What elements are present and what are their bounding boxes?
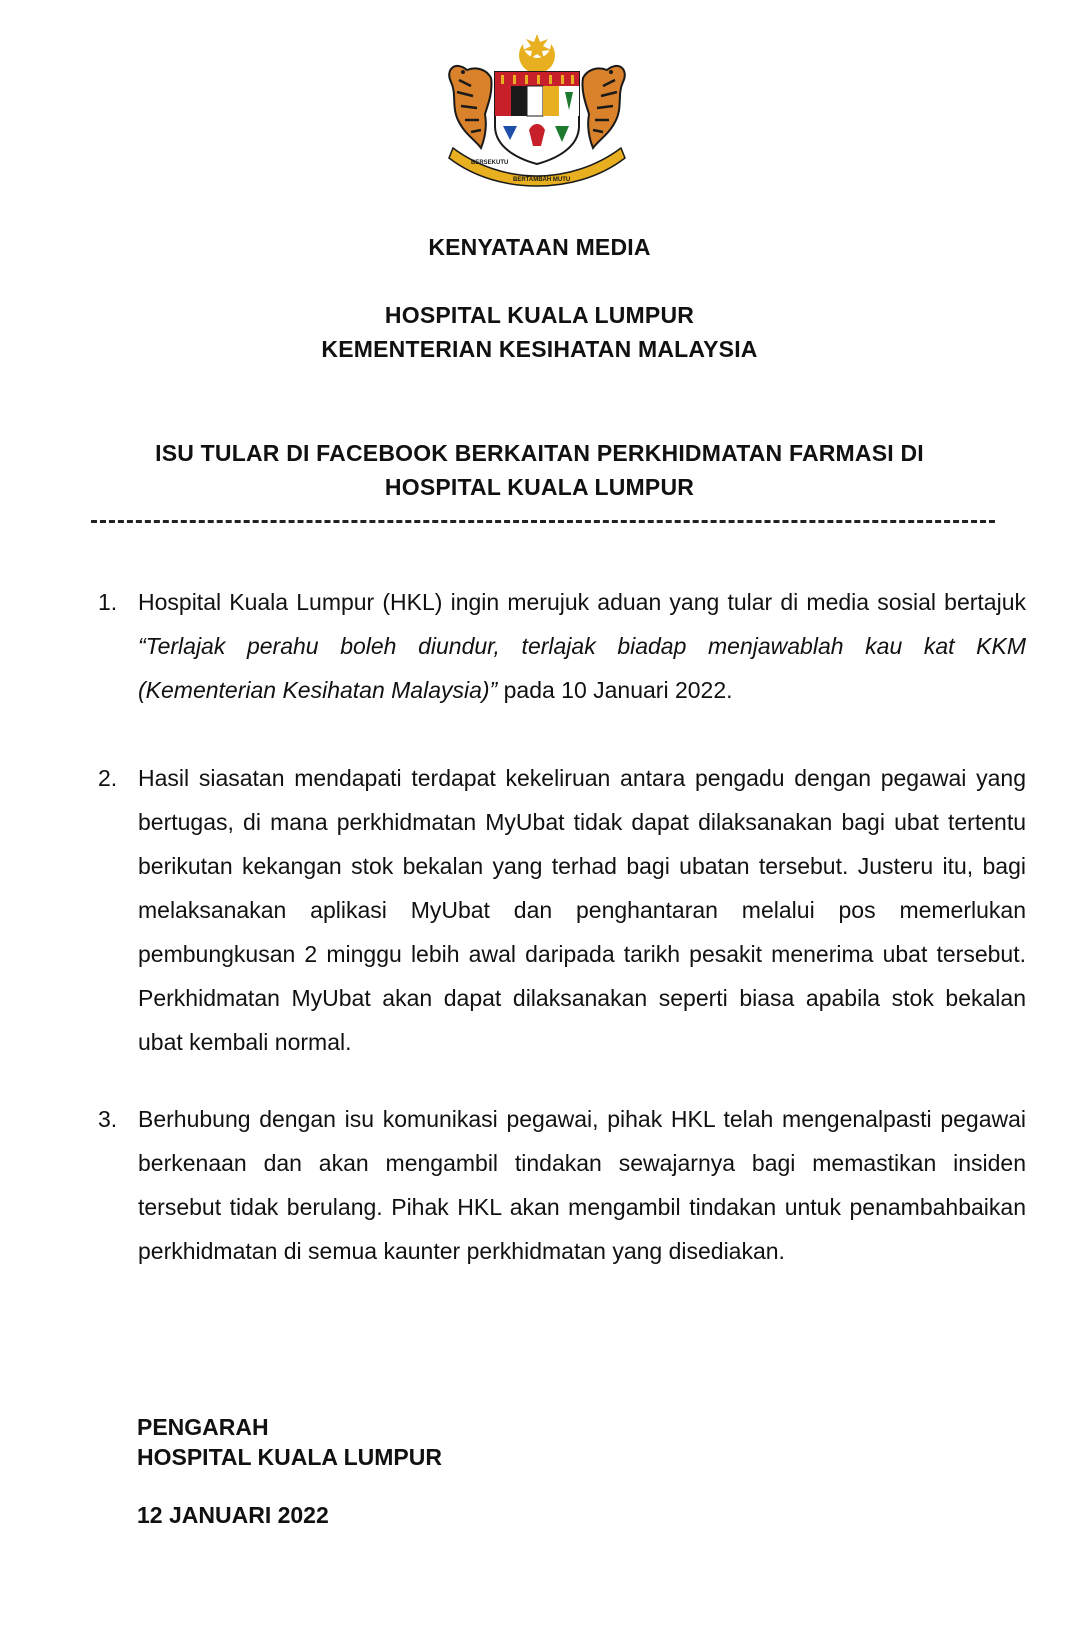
paragraph-body bbox=[138, 580, 1026, 712]
statement-title-line-2: HOSPITAL KUALA LUMPUR bbox=[384, 474, 695, 500]
statement-date: 12 JANUARI 2022 bbox=[137, 1502, 329, 1528]
paragraph-2 bbox=[98, 756, 1026, 1064]
dashed-divider bbox=[91, 520, 995, 523]
paragraph-body: Hasil siasatan mendapati terdapat kekeliruan antara pengadu dengan pegawai yang bertugas, di mana perkhidmatan MyUbat tidak dapat dilaksanakan bagi ubat tertentu berikutan kekangan stok bekalan yang terhad bagi ubatan tersebut. Justeru itu, bagi melaksanakan aplikasi MyUbat dan penghantaran melalui pos memerlukan pembungkusan 2 minggu lebih awal daripada tarikh pesakit menerima ubat tersebut. Perkhidmatan MyUbat akan dapat dilaksanakan seperti biasa apabila stok bekalan ubat kembali normal. bbox=[138, 765, 1026, 1055]
paragraph-text-after: pada 10 Januari 2022. bbox=[497, 677, 733, 703]
motto-left-text: BERSEKUTU bbox=[471, 160, 509, 166]
signatory-organisation: HOSPITAL KUALA LUMPUR bbox=[137, 1444, 442, 1470]
hospital-name-heading: HOSPITAL KUALA LUMPUR bbox=[384, 302, 695, 328]
malaysia-coat-of-arms-icon bbox=[437, 30, 637, 190]
paragraph-number: 1. bbox=[98, 589, 118, 615]
paragraph-3 bbox=[98, 1097, 1026, 1273]
statement-title-line-1: ISU TULAR DI FACEBOOK BERKAITAN PERKHIDMATAN FARMASI DI bbox=[155, 440, 924, 466]
paragraph-number: 3. bbox=[98, 1106, 118, 1132]
paragraph-body: Berhubung dengan isu komunikasi pegawai, pihak HKL telah mengenalpasti pegawai berkenaan dan akan mengambil tindakan sewajarnya bagi memastikan insiden tersebut tidak berulang. Pihak HKL akan mengambil tindakan untuk penambahbaikan perkhidmatan di semua kaunter perkhidmatan yang disediakan. bbox=[138, 1106, 1026, 1264]
quoted-post-title: “Terlajak perahu boleh diundur, terlajak biadap menjawablah kau kat KKM (Kementerian Kesihatan Malaysia)” bbox=[138, 633, 1026, 703]
paragraph-number: 2. bbox=[98, 765, 118, 791]
motto-bottom-text: BERTAMBAH MUTU bbox=[513, 177, 571, 183]
signatory-title: PENGARAH bbox=[137, 1414, 269, 1440]
ministry-name-heading: KEMENTERIAN KESIHATAN MALAYSIA bbox=[321, 336, 758, 362]
paragraph-1 bbox=[98, 580, 1026, 712]
paragraph-text-before: Hospital Kuala Lumpur (HKL) ingin merujuk aduan yang tular di media sosial bertajuk bbox=[138, 589, 1026, 615]
statement-type-heading: KENYATAAN MEDIA bbox=[428, 234, 651, 260]
